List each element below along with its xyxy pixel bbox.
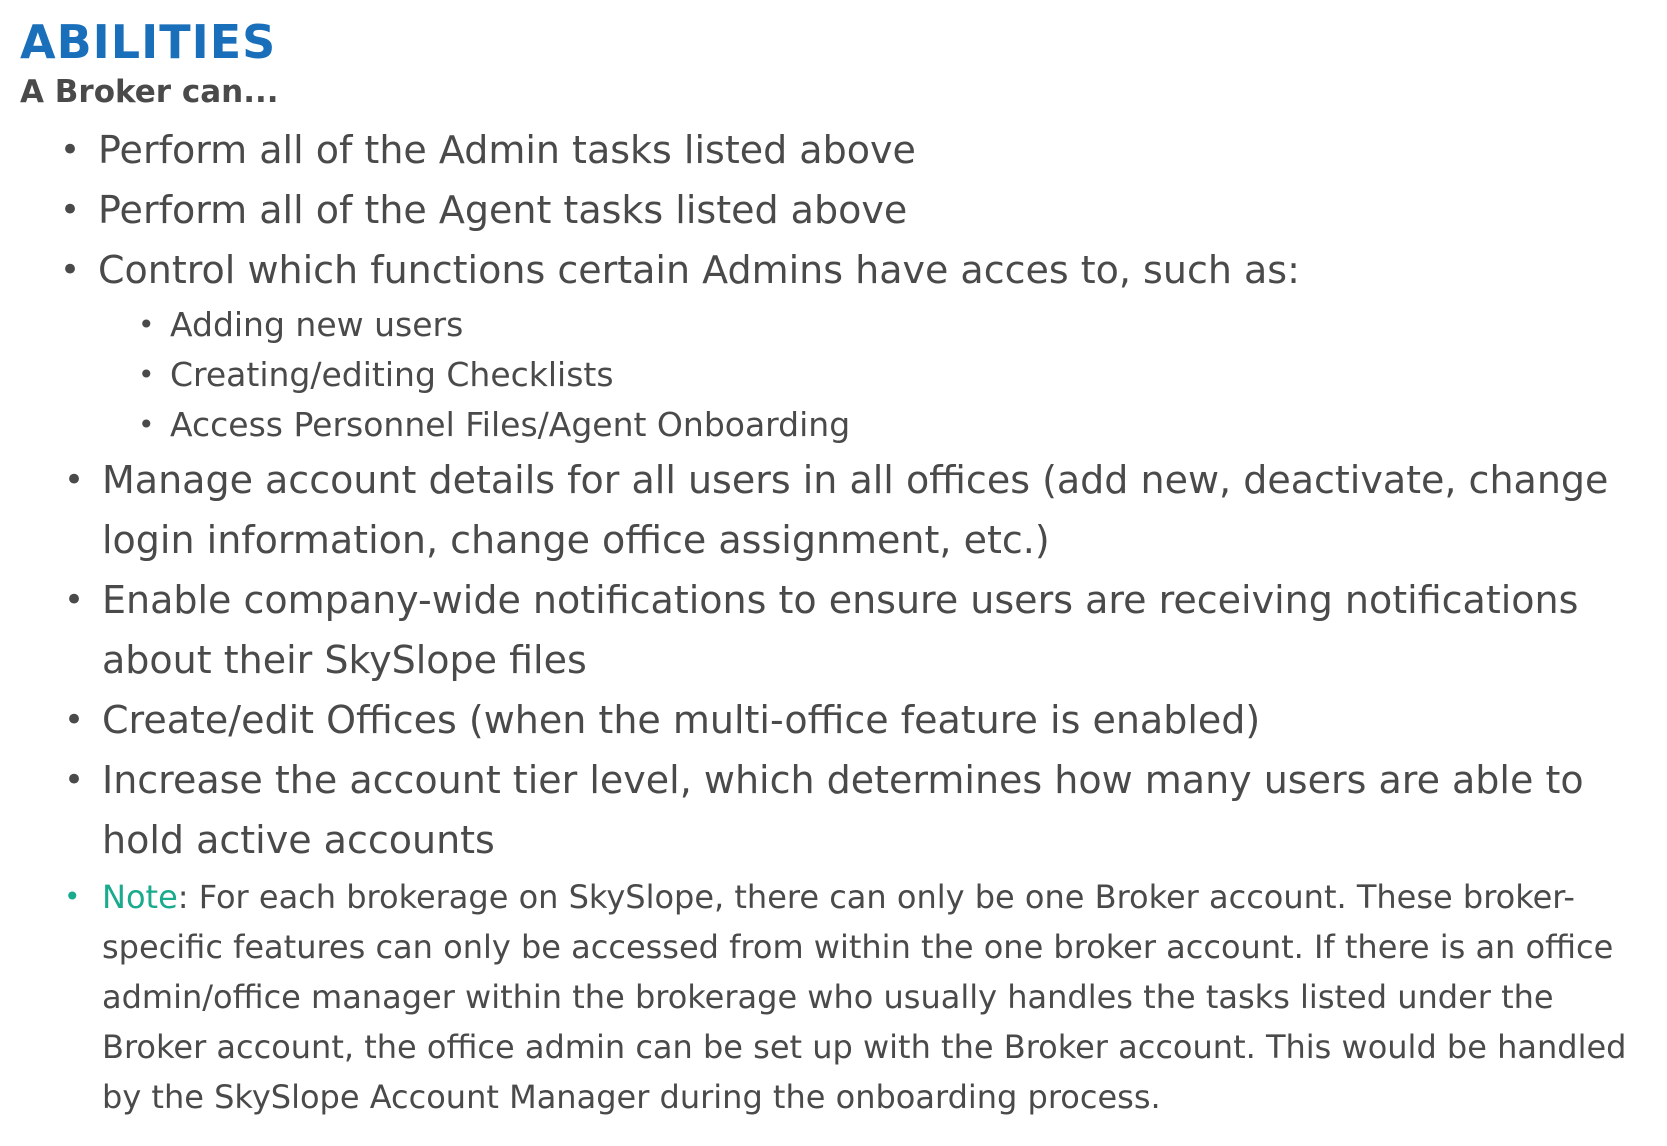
broker-note	[20, 872, 1650, 1122]
list-item: • Increase the account tier level, which determines how many users are able to hold active accounts	[20, 750, 1650, 870]
abilities-section	[20, 14, 1650, 1122]
admin-functions-sublist	[20, 300, 1650, 450]
list-item: • Manage account details for all users in all offices (add new, deactivate, change login information, change office assignment, etc.)	[20, 450, 1650, 570]
list-item: • Perform all of the Agent tasks listed above	[20, 180, 1650, 240]
sublist-item: • Adding new users	[20, 300, 1650, 350]
sublist-item: • Access Personnel Files/Agent Onboarding	[20, 400, 1650, 450]
list-item: • Perform all of the Admin tasks listed above	[20, 120, 1650, 180]
section-subheading: A Broker can...	[20, 74, 279, 110]
list-item-text: Control which functions certain Admins have acces to, such as:	[98, 248, 1300, 292]
broker-abilities-list	[20, 120, 1650, 300]
sublist-item: • Creating/editing Checklists	[20, 350, 1650, 400]
list-item: • Enable company-wide notifications to ensure users are receiving notifications about their SkySlope files	[20, 570, 1650, 690]
list-item: • Create/edit Offices (when the multi-office feature is enabled)	[20, 690, 1650, 750]
note-label: Note	[102, 878, 178, 916]
broker-abilities-list-continued	[20, 450, 1650, 870]
list-item	[20, 240, 1650, 300]
section-heading: ABILITIES	[20, 15, 277, 69]
note-text: : For each brokerage on SkySlope, there can only be one Broker account. These broker-specific features can only be accessed from within the one broker account. If there is an office admin/office manager within the brokerage who usually handles the tasks listed under the Broker account, the office admin can be set up with the Broker account. This would be handled by the SkySlope Account Manager during the onboarding process.	[102, 878, 1627, 1116]
